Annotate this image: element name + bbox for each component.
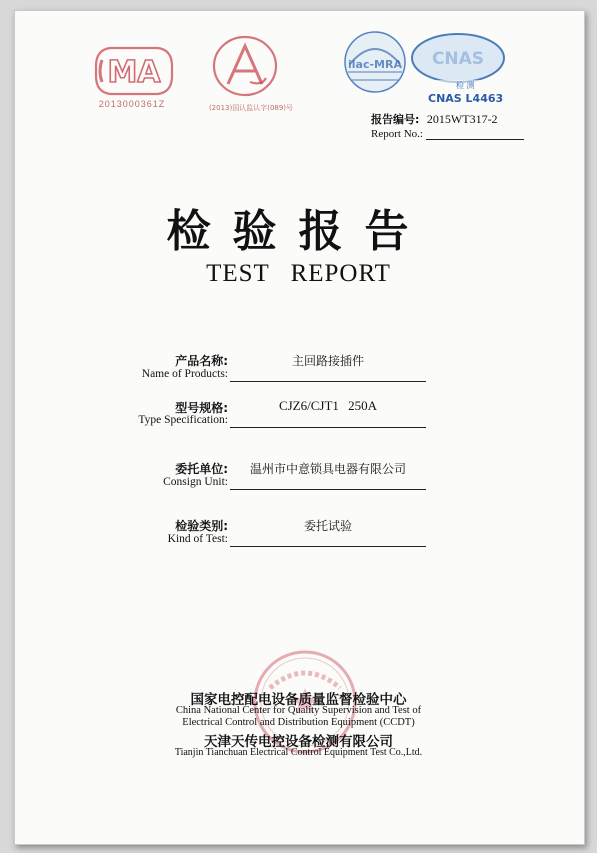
consign-unit-value: 温州市中意锁具电器有限公司 [249,462,406,476]
svg-text:MA: MA [107,55,161,90]
kind-of-test-value: 委托试验 [303,519,352,533]
title-en: TEST REPORT [206,260,391,287]
report-number [371,111,498,127]
report-number-label-cn: 报告编号: [371,113,420,126]
cal-seal [210,34,280,99]
title-cn: 检验报告 [166,206,431,257]
kind-of-test-line [230,546,426,547]
svg-text:ilac-MRA: ilac-MRA [348,58,402,71]
cnas-code: CNAS L4463 [428,92,504,105]
report-number-value: 2015WT317-2 [426,112,498,126]
report-number-label-en: Report No.: [371,128,423,140]
product-name-label-cn: 产品名称: [175,354,228,368]
consign-unit-line [230,489,426,490]
type-spec-label-cn: 型号规格: [175,401,228,415]
kind-of-test-label-en: Kind of Test: [167,533,228,545]
type-spec-line [230,427,426,428]
svg-text:CNAS: CNAS [431,49,485,69]
company-name-cn: 天津天传电控设备检测有限公司 [204,734,393,750]
cnas-word: 检 测 [456,81,475,90]
kind-of-test-label-cn: 检验类别: [175,519,228,533]
cal-code: (2013)国认监认字(089)号 [208,104,294,112]
consign-unit-label-en: Consign Unit: [163,476,228,488]
product-name-value: 主回路接插件 [291,354,364,368]
cma-code: 2013000361Z [98,99,166,109]
type-spec-label-en: Type Specification: [138,414,228,426]
cma-seal [88,36,188,136]
center-name-en-2: Electrical Control and Distribution Equipment (CCDT) [182,717,415,728]
product-name-label-en: Name of Products: [141,368,228,380]
product-name-line [230,381,426,382]
center-name-cn: 国家电控配电设备质量监督检验中心 [190,692,407,708]
type-spec-value: CJZ6/CJT1 250A [278,398,378,413]
consign-unit-label-cn: 委托单位: [175,462,228,476]
center-name-en-1: China National Center for Quality Supervision and Test of [175,705,422,716]
report-number-en [371,128,524,140]
company-name-en: Tianjin Tianchuan Electrical Control Equipment Test Co.,Ltd. [174,747,423,758]
